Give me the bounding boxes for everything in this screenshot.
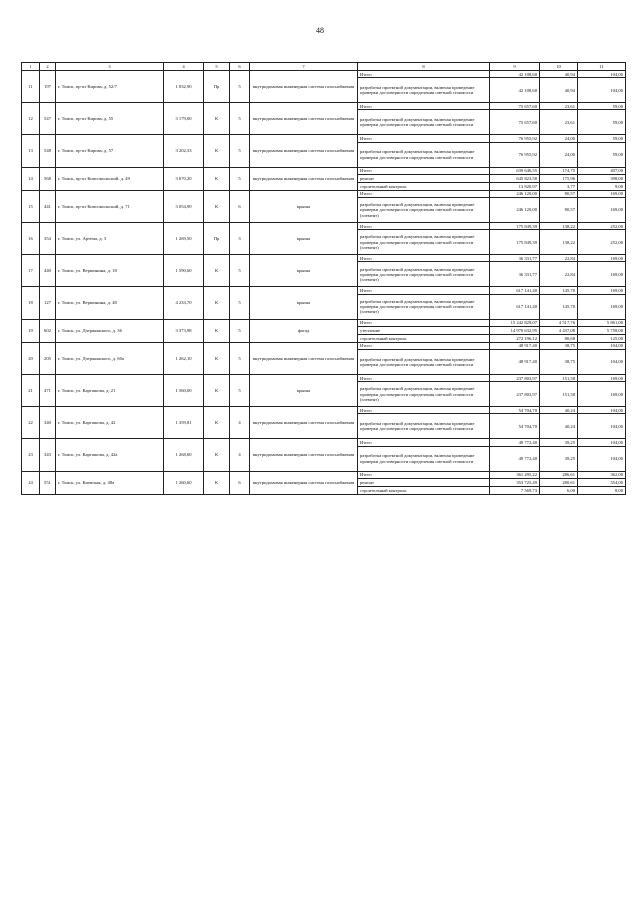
address-cell: г. Томск, пр-кт Кирова, д. 55 bbox=[56, 103, 164, 135]
building-id-cell: 127 bbox=[40, 287, 56, 319]
area-cell: 1 260,60 bbox=[164, 471, 204, 494]
table-row bbox=[22, 223, 626, 230]
building-id-cell: 551 bbox=[40, 471, 56, 494]
limit-cost-cell: 398,00 bbox=[578, 174, 626, 182]
cost-cell: 7 569,73 bbox=[490, 486, 540, 494]
row-number-cell: 23 bbox=[22, 439, 40, 471]
unit-cost-cell: 151,58 bbox=[540, 382, 578, 407]
building-id-cell: 547 bbox=[40, 103, 56, 135]
limit-cost-cell: 252,00 bbox=[578, 230, 626, 255]
unit-cost-cell: 22,84 bbox=[540, 262, 578, 287]
floors-cell: 5 bbox=[230, 375, 250, 407]
system-cell: фасад bbox=[250, 319, 358, 342]
work-type-cell: разработка проектной документации, включая проведение проверки достоверности определения сметной стоимости bbox=[358, 110, 490, 135]
address-cell: г. Томск, пр-кт Кирова, д. 57 bbox=[56, 135, 164, 167]
table-row bbox=[22, 135, 626, 142]
row-number-cell: 21 bbox=[22, 375, 40, 407]
unit-cost-cell: 80,57 bbox=[540, 190, 578, 197]
cost-cell: 54 704,70 bbox=[490, 407, 540, 414]
unit-cost-cell: 80,68 bbox=[540, 334, 578, 342]
area-cell: 3 202,33 bbox=[164, 135, 204, 167]
unit-cost-cell: 6,00 bbox=[540, 486, 578, 494]
column-header: 11 bbox=[578, 63, 626, 71]
row-number-cell: 11 bbox=[22, 71, 40, 103]
limit-cost-cell: 104,00 bbox=[578, 414, 626, 439]
building-id-cell: 205 bbox=[40, 342, 56, 374]
unit-cost-cell: 23,61 bbox=[540, 110, 578, 135]
area-cell: 1 359,81 bbox=[164, 407, 204, 439]
floors-cell: 3 bbox=[230, 223, 250, 255]
cost-cell: 76 955,92 bbox=[490, 135, 540, 142]
floors-cell: 4 bbox=[230, 439, 250, 471]
area-cell: 1 032,90 bbox=[164, 71, 204, 103]
system-cell: внутридомовая инженерная система газоснабжения bbox=[250, 471, 358, 494]
system-cell: внутридомовая инженерная система газоснабжения bbox=[250, 135, 358, 167]
class-cell: К bbox=[204, 135, 230, 167]
row-number-cell: 18 bbox=[22, 287, 40, 319]
cost-cell: 175 849,39 bbox=[490, 223, 540, 230]
area-cell: 3 670,20 bbox=[164, 167, 204, 190]
column-header: 6 bbox=[230, 63, 250, 71]
table-row bbox=[22, 407, 626, 414]
system-cell: крыша bbox=[250, 223, 358, 255]
total-label-cell: Итого bbox=[358, 407, 490, 414]
unit-cost-cell: 4 437,08 bbox=[540, 326, 578, 334]
work-type-cell: разработка проектной документации, включая проведение проверки достоверности определения сметной стоимости (элемент) bbox=[358, 294, 490, 319]
unit-cost-cell: 40,24 bbox=[540, 414, 578, 439]
address-cell: г. Томск, ул. Карташова, д. 21 bbox=[56, 375, 164, 407]
total-label-cell: Итого bbox=[358, 103, 490, 110]
address-cell: г. Томск, ул. Артема, д. 3 bbox=[56, 223, 164, 255]
cost-cell: 75 657,60 bbox=[490, 110, 540, 135]
class-cell: К bbox=[204, 471, 230, 494]
building-id-cell: 354 bbox=[40, 223, 56, 255]
address-cell: г. Томск, ул. Дзержинского, д. 60а bbox=[56, 342, 164, 374]
cost-cell: 13 820,97 bbox=[490, 182, 540, 190]
total-label-cell: Итого bbox=[358, 342, 490, 349]
limit-cost-cell: 8,00 bbox=[578, 486, 626, 494]
cost-cell: 246 120,00 bbox=[490, 198, 540, 223]
cost-cell: 353 725,49 bbox=[490, 478, 540, 486]
row-number-cell: 12 bbox=[22, 103, 40, 135]
total-label-cell: Итого bbox=[358, 439, 490, 446]
limit-cost-cell: 169,00 bbox=[578, 294, 626, 319]
table-row bbox=[22, 190, 626, 197]
unit-cost-cell: 38,75 bbox=[540, 350, 578, 375]
class-cell: К bbox=[204, 439, 230, 471]
table-row bbox=[22, 287, 626, 294]
floors-cell: 4 bbox=[230, 407, 250, 439]
area-cell: 3 179,00 bbox=[164, 103, 204, 135]
building-id-cell: 548 bbox=[40, 135, 56, 167]
limit-cost-cell: 354,00 bbox=[578, 478, 626, 486]
cost-cell: 361 295,22 bbox=[490, 471, 540, 478]
table-row bbox=[22, 342, 626, 349]
system-cell: крыша bbox=[250, 287, 358, 319]
unit-cost-cell: 39,25 bbox=[540, 446, 578, 471]
work-type-cell: разработка проектной документации, включая проведение проверки достоверности определения сметной стоимости bbox=[358, 142, 490, 167]
limit-cost-cell: 104,00 bbox=[578, 71, 626, 78]
limit-cost-cell: 59,00 bbox=[578, 103, 626, 110]
system-cell: крыша bbox=[250, 255, 358, 287]
unit-cost-cell: 175,96 bbox=[540, 174, 578, 182]
column-header: 9 bbox=[490, 63, 540, 71]
unit-cost-cell: 3,77 bbox=[540, 182, 578, 190]
column-header: 3 bbox=[56, 63, 164, 71]
area-cell: 1 262,10 bbox=[164, 342, 204, 374]
cost-cell: 54 704,70 bbox=[490, 414, 540, 439]
cost-cell: 639 646,55 bbox=[490, 167, 540, 174]
work-type-cell: разработка проектной документации, включая проведение проверки достоверности определения сметной стоимости bbox=[358, 414, 490, 439]
work-type-cell: ремонт bbox=[358, 478, 490, 486]
class-cell: К bbox=[204, 319, 230, 342]
cost-cell: 75 657,60 bbox=[490, 103, 540, 110]
building-id-cell: 568 bbox=[40, 167, 56, 190]
system-cell: внутридомовая инженерная система газоснабжения bbox=[250, 342, 358, 374]
cost-cell: 246 120,00 bbox=[490, 190, 540, 197]
cost-cell: 36 331,77 bbox=[490, 262, 540, 287]
row-number-cell: 13 bbox=[22, 135, 40, 167]
area-cell: 1 269,50 bbox=[164, 223, 204, 255]
limit-cost-cell: 169,00 bbox=[578, 262, 626, 287]
cost-cell: 617 141,40 bbox=[490, 294, 540, 319]
unit-cost-cell: 22,84 bbox=[540, 255, 578, 262]
work-type-cell: строительный контроль bbox=[358, 486, 490, 494]
address-cell: г. Томск, пр-кт Комсомольский, д. 71 bbox=[56, 190, 164, 222]
cost-cell: 48 917,40 bbox=[490, 342, 540, 349]
address-cell: г. Томск, ул. Вершинина, д. 48 bbox=[56, 287, 164, 319]
limit-cost-cell: 59,00 bbox=[578, 110, 626, 135]
cost-cell: 237 803,97 bbox=[490, 375, 540, 382]
limit-cost-cell: 104,00 bbox=[578, 439, 626, 446]
address-cell: г. Томск, ул. Киевская, д. 48а bbox=[56, 471, 164, 494]
cost-cell: 36 331,77 bbox=[490, 255, 540, 262]
row-number-cell: 16 bbox=[22, 223, 40, 255]
total-label-cell: Итого bbox=[358, 71, 490, 78]
address-cell: г. Томск, ул. Карташова, д. 42 bbox=[56, 407, 164, 439]
limit-cost-cell: 5 861,00 bbox=[578, 319, 626, 326]
total-label-cell: Итого bbox=[358, 135, 490, 142]
column-header: 5 bbox=[204, 63, 230, 71]
address-cell: г. Томск, пр-кт Комсомольский, д. 49 bbox=[56, 167, 164, 190]
class-cell: К bbox=[204, 190, 230, 222]
cost-cell: 49 772,40 bbox=[490, 439, 540, 446]
system-cell: внутридомовая инженерная система газоснабжения bbox=[250, 71, 358, 103]
class-cell: К bbox=[204, 375, 230, 407]
limit-cost-cell: 169,00 bbox=[578, 287, 626, 294]
building-id-cell: 340 bbox=[40, 407, 56, 439]
row-number-cell: 24 bbox=[22, 471, 40, 494]
limit-cost-cell: 125,00 bbox=[578, 334, 626, 342]
area-cell: 3 373,98 bbox=[164, 319, 204, 342]
building-id-cell: 197 bbox=[40, 71, 56, 103]
total-label-cell: Итого bbox=[358, 287, 490, 294]
work-type-cell: разработка проектной документации, включая проведение проверки достоверности определения сметной стоимости (элемент) bbox=[358, 230, 490, 255]
system-cell: внутридомовая инженерная система газоснабжения bbox=[250, 439, 358, 471]
system-cell: крыша bbox=[250, 190, 358, 222]
address-cell: г. Томск, ул. Вершинина, д. 18 bbox=[56, 255, 164, 287]
work-type-cell: строительный контроль bbox=[358, 334, 490, 342]
class-cell: К bbox=[204, 342, 230, 374]
address-cell: г. Томск, ул. Карташова, д. 42а bbox=[56, 439, 164, 471]
limit-cost-cell: 169,00 bbox=[578, 255, 626, 262]
unit-cost-cell: 80,57 bbox=[540, 198, 578, 223]
total-label-cell: Итого bbox=[358, 223, 490, 230]
column-number-header-row bbox=[22, 63, 626, 71]
class-cell: Пр bbox=[204, 223, 230, 255]
table-row bbox=[22, 439, 626, 446]
area-cell: 4 233,70 bbox=[164, 287, 204, 319]
cost-cell: 617 141,40 bbox=[490, 287, 540, 294]
total-label-cell: Итого bbox=[358, 190, 490, 197]
class-cell: К bbox=[204, 255, 230, 287]
total-label-cell: Итого bbox=[358, 255, 490, 262]
table-row bbox=[22, 71, 626, 78]
work-type-cell: разработка проектной документации, включая проведение проверки достоверности определения сметной стоимости bbox=[358, 350, 490, 375]
limit-cost-cell: 407,00 bbox=[578, 167, 626, 174]
system-cell: крыша bbox=[250, 375, 358, 407]
unit-cost-cell: 24,00 bbox=[540, 135, 578, 142]
unit-cost-cell: 24,00 bbox=[540, 142, 578, 167]
unit-cost-cell: 138,22 bbox=[540, 230, 578, 255]
table-row bbox=[22, 375, 626, 382]
limit-cost-cell: 9,00 bbox=[578, 182, 626, 190]
class-cell: К bbox=[204, 167, 230, 190]
unit-cost-cell: 145,70 bbox=[540, 287, 578, 294]
limit-cost-cell: 169,00 bbox=[578, 198, 626, 223]
class-cell: К bbox=[204, 407, 230, 439]
floors-cell: 5 bbox=[230, 103, 250, 135]
cost-cell: 42 108,60 bbox=[490, 78, 540, 103]
row-number-cell: 19 bbox=[22, 319, 40, 342]
system-cell: внутридомовая инженерная система газоснабжения bbox=[250, 407, 358, 439]
floors-cell: 5 bbox=[230, 287, 250, 319]
work-type-cell: разработка проектной документации, включая проведение проверки достоверности определения сметной стоимости (элемент) bbox=[358, 382, 490, 407]
cost-cell: 175 849,39 bbox=[490, 230, 540, 255]
works-table bbox=[21, 62, 626, 495]
unit-cost-cell: 174,75 bbox=[540, 167, 578, 174]
unit-cost-cell: 40,24 bbox=[540, 407, 578, 414]
limit-cost-cell: 104,00 bbox=[578, 446, 626, 471]
limit-cost-cell: 252,00 bbox=[578, 223, 626, 230]
row-number-cell: 22 bbox=[22, 407, 40, 439]
limit-cost-cell: 169,00 bbox=[578, 382, 626, 407]
building-id-cell: 471 bbox=[40, 375, 56, 407]
column-header: 4 bbox=[164, 63, 204, 71]
building-id-cell: 441 bbox=[40, 190, 56, 222]
total-label-cell: Итого bbox=[358, 319, 490, 326]
unit-cost-cell: 138,22 bbox=[540, 223, 578, 230]
table-body bbox=[22, 71, 626, 495]
area-cell: 3 054,90 bbox=[164, 190, 204, 222]
row-number-cell: 15 bbox=[22, 190, 40, 222]
floors-cell: 5 bbox=[230, 71, 250, 103]
floors-cell: 5 bbox=[230, 342, 250, 374]
cost-cell: 272 196,12 bbox=[490, 334, 540, 342]
unit-cost-cell: 145,70 bbox=[540, 294, 578, 319]
work-type-cell: ремонт bbox=[358, 174, 490, 182]
column-header: 1 bbox=[22, 63, 40, 71]
floors-cell: 5 bbox=[230, 255, 250, 287]
work-type-cell: разработка проектной документации, включая проведение проверки достоверности определения сметной стоимости bbox=[358, 446, 490, 471]
work-type-cell: разработка проектной документации, включая проведение проверки достоверности определения сметной стоимости (элемент) bbox=[358, 198, 490, 223]
page-number: 48 bbox=[316, 26, 324, 35]
cost-cell: 15 242 829,07 bbox=[490, 319, 540, 326]
table-row bbox=[22, 103, 626, 110]
work-type-cell: утепление bbox=[358, 326, 490, 334]
cost-cell: 237 803,97 bbox=[490, 382, 540, 407]
row-number-cell: 14 bbox=[22, 167, 40, 190]
limit-cost-cell: 104,00 bbox=[578, 407, 626, 414]
cost-cell: 49 772,40 bbox=[490, 446, 540, 471]
unit-cost-cell: 4 517,76 bbox=[540, 319, 578, 326]
class-cell: Пр bbox=[204, 71, 230, 103]
limit-cost-cell: 104,00 bbox=[578, 342, 626, 349]
limit-cost-cell: 104,00 bbox=[578, 350, 626, 375]
building-id-cell: 343 bbox=[40, 439, 56, 471]
limit-cost-cell: 169,00 bbox=[578, 375, 626, 382]
cost-cell: 14 970 632,95 bbox=[490, 326, 540, 334]
system-cell: внутридомовая инженерная система газоснабжения bbox=[250, 103, 358, 135]
row-number-cell: 20 bbox=[22, 342, 40, 374]
limit-cost-cell: 104,00 bbox=[578, 78, 626, 103]
system-cell: внутридомовая инженерная система газоснабжения bbox=[250, 167, 358, 190]
work-type-cell: строительный контроль bbox=[358, 182, 490, 190]
cost-cell: 645 823,58 bbox=[490, 174, 540, 182]
class-cell: К bbox=[204, 287, 230, 319]
limit-cost-cell: 362,00 bbox=[578, 471, 626, 478]
work-type-cell: разработка проектной документации, включая проведение проверки достоверности определения сметной стоимости (элемент) bbox=[358, 262, 490, 287]
cost-cell: 76 955,92 bbox=[490, 142, 540, 167]
address-cell: г. Томск, ул. Дзержинского, д. 36 bbox=[56, 319, 164, 342]
limit-cost-cell: 169,00 bbox=[578, 190, 626, 197]
building-id-cell: 602 bbox=[40, 319, 56, 342]
limit-cost-cell: 59,00 bbox=[578, 142, 626, 167]
column-header: 7 bbox=[250, 63, 358, 71]
unit-cost-cell: 23,61 bbox=[540, 103, 578, 110]
area-cell: 1 560,00 bbox=[164, 375, 204, 407]
table-row bbox=[22, 319, 626, 326]
unit-cost-cell: 39,25 bbox=[540, 439, 578, 446]
unit-cost-cell: 151,58 bbox=[540, 375, 578, 382]
floors-cell: 6 bbox=[230, 471, 250, 494]
works-table-wrapper bbox=[21, 62, 625, 495]
floors-cell: 5 bbox=[230, 319, 250, 342]
limit-cost-cell: 5 758,00 bbox=[578, 326, 626, 334]
total-label-cell: Итого bbox=[358, 471, 490, 478]
unit-cost-cell: 286,61 bbox=[540, 471, 578, 478]
column-header: 2 bbox=[40, 63, 56, 71]
cost-cell: 42 108,60 bbox=[490, 71, 540, 78]
class-cell: К bbox=[204, 103, 230, 135]
table-row bbox=[22, 255, 626, 262]
work-type-cell: разработка проектной документации, включая проведение проверки достоверности определения сметной стоимости bbox=[358, 78, 490, 103]
area-cell: 1 590,60 bbox=[164, 255, 204, 287]
column-header: 8 bbox=[358, 63, 490, 71]
area-cell: 1 268,60 bbox=[164, 439, 204, 471]
unit-cost-cell: 38,75 bbox=[540, 342, 578, 349]
floors-cell: 5 bbox=[230, 167, 250, 190]
table-row bbox=[22, 471, 626, 478]
building-id-cell: 440 bbox=[40, 255, 56, 287]
total-label-cell: Итого bbox=[358, 375, 490, 382]
unit-cost-cell: 40,94 bbox=[540, 71, 578, 78]
floors-cell: 5 bbox=[230, 135, 250, 167]
floors-cell: 6 bbox=[230, 190, 250, 222]
total-label-cell: Итого bbox=[358, 167, 490, 174]
unit-cost-cell: 280,61 bbox=[540, 478, 578, 486]
cost-cell: 48 917,40 bbox=[490, 350, 540, 375]
column-header: 10 bbox=[540, 63, 578, 71]
unit-cost-cell: 40,94 bbox=[540, 78, 578, 103]
address-cell: г. Томск, пр-кт Кирова, д. 52/7 bbox=[56, 71, 164, 103]
limit-cost-cell: 59,00 bbox=[578, 135, 626, 142]
row-number-cell: 17 bbox=[22, 255, 40, 287]
table-row bbox=[22, 167, 626, 174]
